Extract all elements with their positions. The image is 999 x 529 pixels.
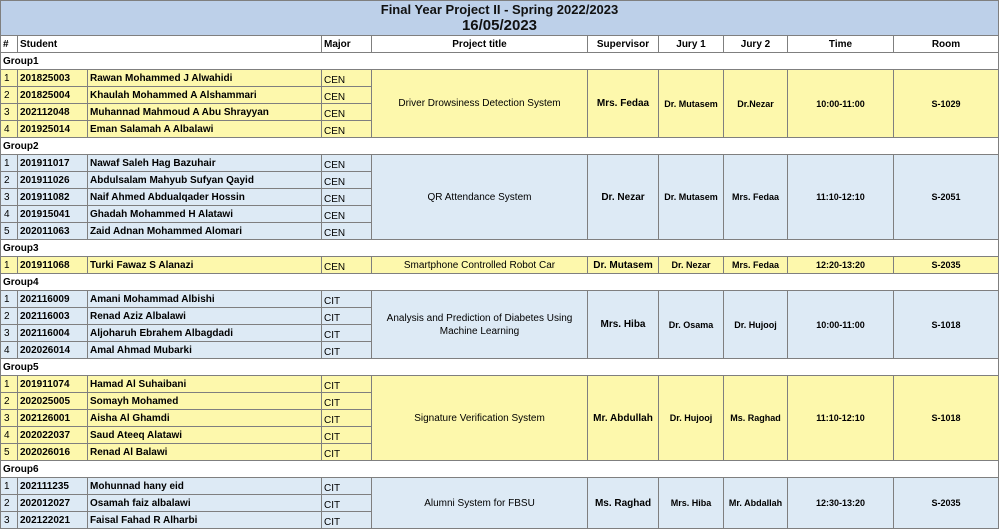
header-jury1: Jury 1 xyxy=(659,36,724,53)
group-label: Group1 xyxy=(1,53,999,70)
supervisor: Mr. Abdullah xyxy=(588,376,659,461)
student-name: Renad Al Balawi xyxy=(88,444,322,461)
student-row xyxy=(1,291,999,308)
student-major: CIT xyxy=(322,393,372,410)
group-header-row xyxy=(1,461,999,478)
student-major: CIT xyxy=(322,291,372,308)
row-index: 3 xyxy=(1,410,18,427)
student-id: 202112048 xyxy=(18,104,88,121)
student-name: Hamad Al Suhaibani xyxy=(88,376,322,393)
room: S-2035 xyxy=(894,478,999,529)
project-title: Alumni System for FBSU xyxy=(372,478,588,529)
student-id: 202022037 xyxy=(18,427,88,444)
student-id: 202011063 xyxy=(18,223,88,240)
student-name: Rawan Mohammed J Alwahidi xyxy=(88,70,322,87)
student-row xyxy=(1,376,999,393)
student-id: 201911082 xyxy=(18,189,88,206)
row-index: 5 xyxy=(1,444,18,461)
jury-2: Dr.Nezar xyxy=(724,70,788,138)
jury-1: Dr. Mutasem xyxy=(659,155,724,240)
student-row xyxy=(1,155,999,172)
group-header-row xyxy=(1,138,999,155)
header-row xyxy=(1,36,999,53)
row-index: 4 xyxy=(1,342,18,359)
student-major: CIT xyxy=(322,444,372,461)
student-name: Amani Mohammad Albishi xyxy=(88,291,322,308)
student-id: 201915041 xyxy=(18,206,88,223)
student-major: CIT xyxy=(322,342,372,359)
student-name: Naif Ahmed Abdualqader Hossin xyxy=(88,189,322,206)
student-id: 201825003 xyxy=(18,70,88,87)
student-row xyxy=(1,478,999,495)
student-major: CIT xyxy=(322,512,372,529)
student-major: CEN xyxy=(322,206,372,223)
row-index: 1 xyxy=(1,291,18,308)
row-index: 2 xyxy=(1,495,18,512)
jury-2: Ms. Raghad xyxy=(724,376,788,461)
group-header-row xyxy=(1,53,999,70)
row-index: 3 xyxy=(1,104,18,121)
title-line-1: Final Year Project II - Spring 2022/2023 xyxy=(380,2,619,17)
student-name: Saud Ateeq Alatawi xyxy=(88,427,322,444)
student-id: 202111235 xyxy=(18,478,88,495)
supervisor: Ms. Raghad xyxy=(588,478,659,529)
student-id: 201911074 xyxy=(18,376,88,393)
row-index: 2 xyxy=(1,393,18,410)
student-id: 202116009 xyxy=(18,291,88,308)
row-index: 1 xyxy=(1,70,18,87)
student-name: Somayh Mohamed xyxy=(88,393,322,410)
room: S-2035 xyxy=(894,257,999,274)
project-title: Analysis and Prediction of Diabetes Using Machine Learning xyxy=(372,291,588,359)
student-name: Faisal Fahad R Alharbi xyxy=(88,512,322,529)
row-index: 2 xyxy=(1,308,18,325)
student-major: CIT xyxy=(322,308,372,325)
student-id: 201911017 xyxy=(18,155,88,172)
jury-1: Mrs. Hiba xyxy=(659,478,724,529)
student-id: 202025005 xyxy=(18,393,88,410)
student-id: 202026016 xyxy=(18,444,88,461)
student-id: 202126001 xyxy=(18,410,88,427)
time-slot: 12:30-13:20 xyxy=(788,478,894,529)
student-name: Ghadah Mohammed H Alatawi xyxy=(88,206,322,223)
header-index: # xyxy=(1,36,18,53)
student-name: Eman Salamah A Albalawi xyxy=(88,121,322,138)
header-project-title: Project title xyxy=(372,36,588,53)
student-major: CEN xyxy=(322,189,372,206)
student-id: 202122021 xyxy=(18,512,88,529)
student-name: Amal Ahmad Mubarki xyxy=(88,342,322,359)
student-name: Osamah faiz albalawi xyxy=(88,495,322,512)
student-name: Abdulsalam Mahyub Sufyan Qayid xyxy=(88,172,322,189)
student-name: Aisha Al Ghamdi xyxy=(88,410,322,427)
sheet-title xyxy=(0,0,999,36)
student-major: CEN xyxy=(322,70,372,87)
student-major: CEN xyxy=(322,87,372,104)
header-student: Student xyxy=(18,36,322,53)
row-index: 2 xyxy=(1,172,18,189)
student-major: CIT xyxy=(322,495,372,512)
group-header-row xyxy=(1,240,999,257)
row-index: 1 xyxy=(1,478,18,495)
student-id: 201911026 xyxy=(18,172,88,189)
student-id: 201911068 xyxy=(18,257,88,274)
supervisor: Dr. Nezar xyxy=(588,155,659,240)
student-major: CEN xyxy=(322,155,372,172)
student-name: Khaulah Mohammed A Alshammari xyxy=(88,87,322,104)
student-name: Turki Fawaz S Alanazi xyxy=(88,257,322,274)
room: S-1029 xyxy=(894,70,999,138)
student-name: Nawaf Saleh Hag Bazuhair xyxy=(88,155,322,172)
student-id: 201925014 xyxy=(18,121,88,138)
student-row xyxy=(1,257,999,274)
group-label: Group2 xyxy=(1,138,999,155)
student-major: CIT xyxy=(322,410,372,427)
project-title: Smartphone Controlled Robot Car xyxy=(372,257,588,274)
row-index: 4 xyxy=(1,206,18,223)
jury-1: Dr. Mutasem xyxy=(659,70,724,138)
header-major: Major xyxy=(322,36,372,53)
row-index: 5 xyxy=(1,223,18,240)
room: S-2051 xyxy=(894,155,999,240)
time-slot: 10:00-11:00 xyxy=(788,291,894,359)
jury-2: Mr. Abdallah xyxy=(724,478,788,529)
student-id: 202116004 xyxy=(18,325,88,342)
student-id: 202116003 xyxy=(18,308,88,325)
row-index: 1 xyxy=(1,376,18,393)
room: S-1018 xyxy=(894,291,999,359)
title-date: 16/05/2023 xyxy=(461,17,538,34)
supervisor: Mrs. Hiba xyxy=(588,291,659,359)
header-time: Time xyxy=(788,36,894,53)
row-index: 3 xyxy=(1,325,18,342)
jury-2: Mrs. Fedaa xyxy=(724,155,788,240)
group-label: Group5 xyxy=(1,359,999,376)
student-major: CIT xyxy=(322,427,372,444)
row-index: 4 xyxy=(1,427,18,444)
student-major: CEN xyxy=(322,172,372,189)
header-room: Room xyxy=(894,36,999,53)
header-supervisor: Supervisor xyxy=(588,36,659,53)
jury-1: Dr. Hujooj xyxy=(659,376,724,461)
row-index: 1 xyxy=(1,257,18,274)
header-jury2: Jury 2 xyxy=(724,36,788,53)
jury-1: Dr. Osama xyxy=(659,291,724,359)
jury-2: Dr. Hujooj xyxy=(724,291,788,359)
group-label: Group3 xyxy=(1,240,999,257)
row-index: 4 xyxy=(1,121,18,138)
student-id: 202012027 xyxy=(18,495,88,512)
student-major: CEN xyxy=(322,223,372,240)
student-name: Muhannad Mahmoud A Abu Shrayyan xyxy=(88,104,322,121)
student-major: CEN xyxy=(322,104,372,121)
group-label: Group4 xyxy=(1,274,999,291)
student-major: CEN xyxy=(322,121,372,138)
student-row xyxy=(1,70,999,87)
project-title: Signature Verification System xyxy=(372,376,588,461)
jury-2: Mrs. Fedaa xyxy=(724,257,788,274)
student-major: CIT xyxy=(322,325,372,342)
jury-1: Dr. Nezar xyxy=(659,257,724,274)
supervisor: Dr. Mutasem xyxy=(588,257,659,274)
student-name: Renad Aziz Albalawi xyxy=(88,308,322,325)
time-slot: 12:20-13:20 xyxy=(788,257,894,274)
group-header-row xyxy=(1,359,999,376)
time-slot: 11:10-12:10 xyxy=(788,155,894,240)
row-index: 3 xyxy=(1,189,18,206)
time-slot: 10:00-11:00 xyxy=(788,70,894,138)
row-index: 1 xyxy=(1,155,18,172)
project-title: QR Attendance System xyxy=(372,155,588,240)
student-major: CIT xyxy=(322,376,372,393)
time-slot: 11:10-12:10 xyxy=(788,376,894,461)
student-name: Mohunnad hany eid xyxy=(88,478,322,495)
student-name: Aljoharuh Ebrahem Albagdadi xyxy=(88,325,322,342)
group-label: Group6 xyxy=(1,461,999,478)
project-title: Driver Drowsiness Detection System xyxy=(372,70,588,138)
group-header-row xyxy=(1,274,999,291)
supervisor: Mrs. Fedaa xyxy=(588,70,659,138)
student-name: Zaid Adnan Mohammed Alomari xyxy=(88,223,322,240)
student-id: 202026014 xyxy=(18,342,88,359)
row-index: 2 xyxy=(1,87,18,104)
schedule-table xyxy=(0,35,999,529)
schedule-body xyxy=(1,36,999,529)
student-major: CIT xyxy=(322,478,372,495)
room: S-1018 xyxy=(894,376,999,461)
student-id: 201825004 xyxy=(18,87,88,104)
row-index: 3 xyxy=(1,512,18,529)
student-major: CEN xyxy=(322,257,372,274)
